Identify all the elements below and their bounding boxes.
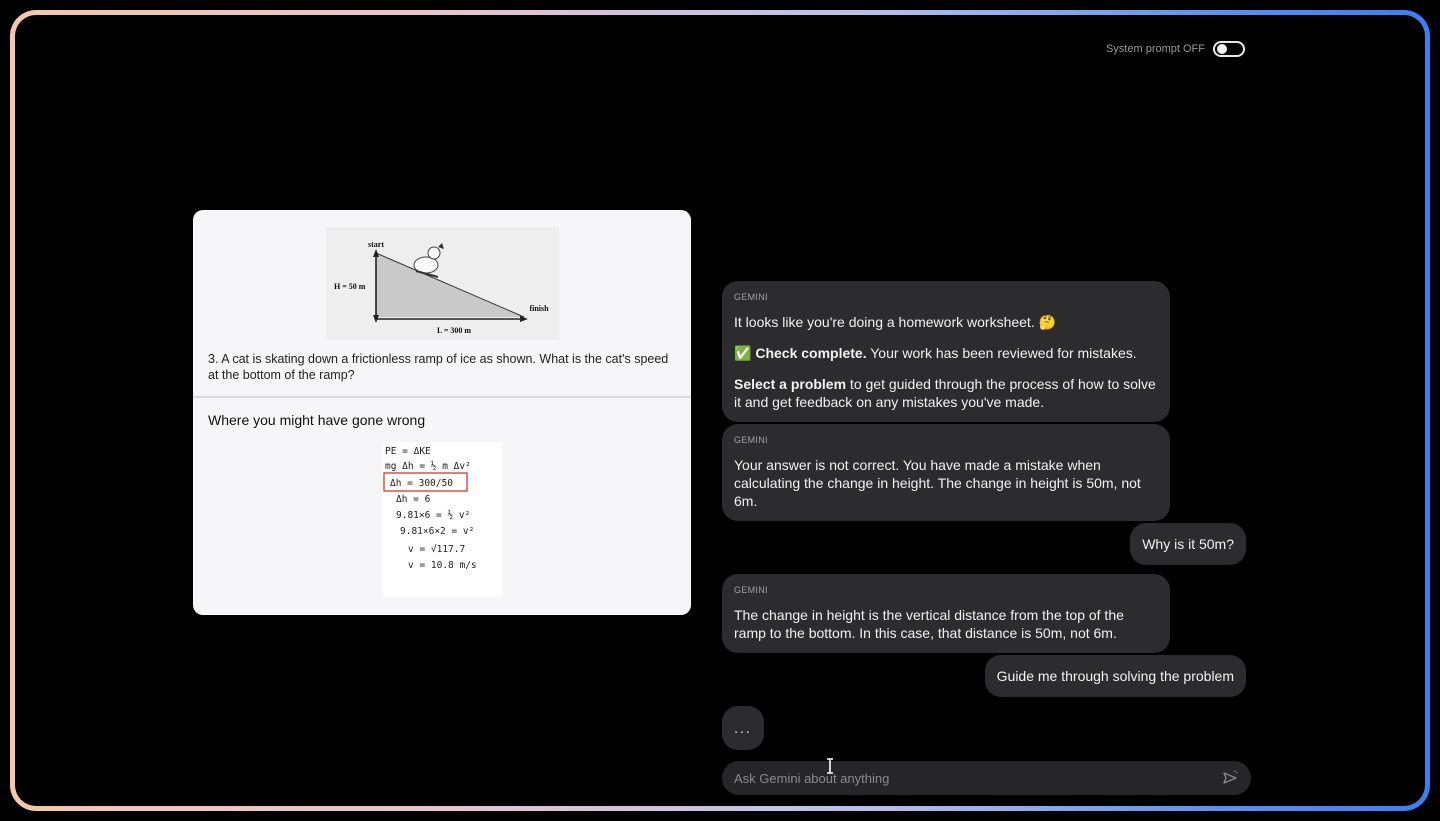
- user-message-2: Guide me through solving the problem: [985, 655, 1246, 697]
- ai-message-3-text: The change in height is the vertical distance from the top of the ramp to the bottom. In this case, that distance is 50m, not 6m.: [734, 607, 1124, 641]
- check-rest-text: Your work has been reviewed for mistakes.: [866, 345, 1137, 361]
- ai-sender-label: GEMINI: [734, 292, 768, 302]
- switch-knob: [1217, 44, 1227, 54]
- work-line-5: 9.81×6 = ½ v²: [396, 510, 471, 521]
- work-line-1: PE = ΔKE: [385, 446, 431, 457]
- ai-message-1: [722, 281, 1170, 422]
- card-divider: [193, 396, 691, 398]
- chat-composer: [722, 761, 1251, 795]
- system-prompt-switch[interactable]: [1213, 41, 1245, 57]
- handwritten-work: [382, 442, 502, 597]
- work-line-4: Δh = 6: [396, 494, 431, 505]
- ai-message-2: [722, 424, 1170, 521]
- work-line-7: v = √117.7: [408, 544, 466, 555]
- send-icon[interactable]: [1221, 769, 1239, 787]
- ai-message-2-text: Your answer is not correct. You have made a mistake when calculating the change in height. The change in height is 50m, not 6m.: [734, 457, 1141, 509]
- system-prompt-label: System prompt OFF: [1105, 43, 1205, 55]
- user-message-1: Why is it 50m?: [1130, 523, 1246, 565]
- gradient-frame: [10, 10, 1430, 811]
- ai-message-1-select: [734, 375, 1158, 411]
- label-height: H = 50 m: [334, 282, 366, 291]
- check-icon: ✅: [734, 345, 752, 361]
- select-rest-text: to get guided through the process of how to solve it and get feedback on any mistakes you've made.: [734, 376, 1156, 410]
- work-line-6: 9.81×6×2 = v²: [400, 526, 475, 537]
- work-line-3: Δh = 300/50: [390, 478, 453, 489]
- ai-message-3: [722, 574, 1170, 653]
- ai-sender-label: GEMINI: [734, 585, 768, 595]
- work-line-2: mg Δh = ½ m Δv²: [385, 461, 471, 472]
- question-text: 3. A cat is skating down a frictionless ramp of ice as shown. What is the cat's speed at the bottom of the ramp?: [208, 352, 669, 382]
- mistake-section-title: Where you might have gone wrong: [208, 412, 426, 428]
- label-finish: finish: [529, 304, 549, 313]
- ai-sender-label: GEMINI: [734, 435, 768, 445]
- ai-message-1-check: [734, 344, 1158, 362]
- text-cursor-icon: [825, 758, 835, 774]
- typing-indicator: ...: [722, 706, 764, 750]
- worksheet-card: [193, 210, 691, 615]
- ai-message-1-intro: It looks like you're doing a homework worksheet. 🤔: [734, 314, 1057, 330]
- work-line-8: v = 10.8 m/s: [408, 560, 477, 571]
- check-bold-text: Check complete.: [755, 345, 867, 361]
- label-length: L = 300 m: [436, 326, 472, 335]
- system-prompt-toggle-group: [1106, 41, 1245, 57]
- app-canvas: [15, 15, 1425, 806]
- label-start: start: [368, 240, 384, 249]
- select-bold-text: Select a problem: [734, 376, 847, 392]
- ramp-diagram: [326, 227, 559, 340]
- chat-input[interactable]: [722, 771, 1221, 786]
